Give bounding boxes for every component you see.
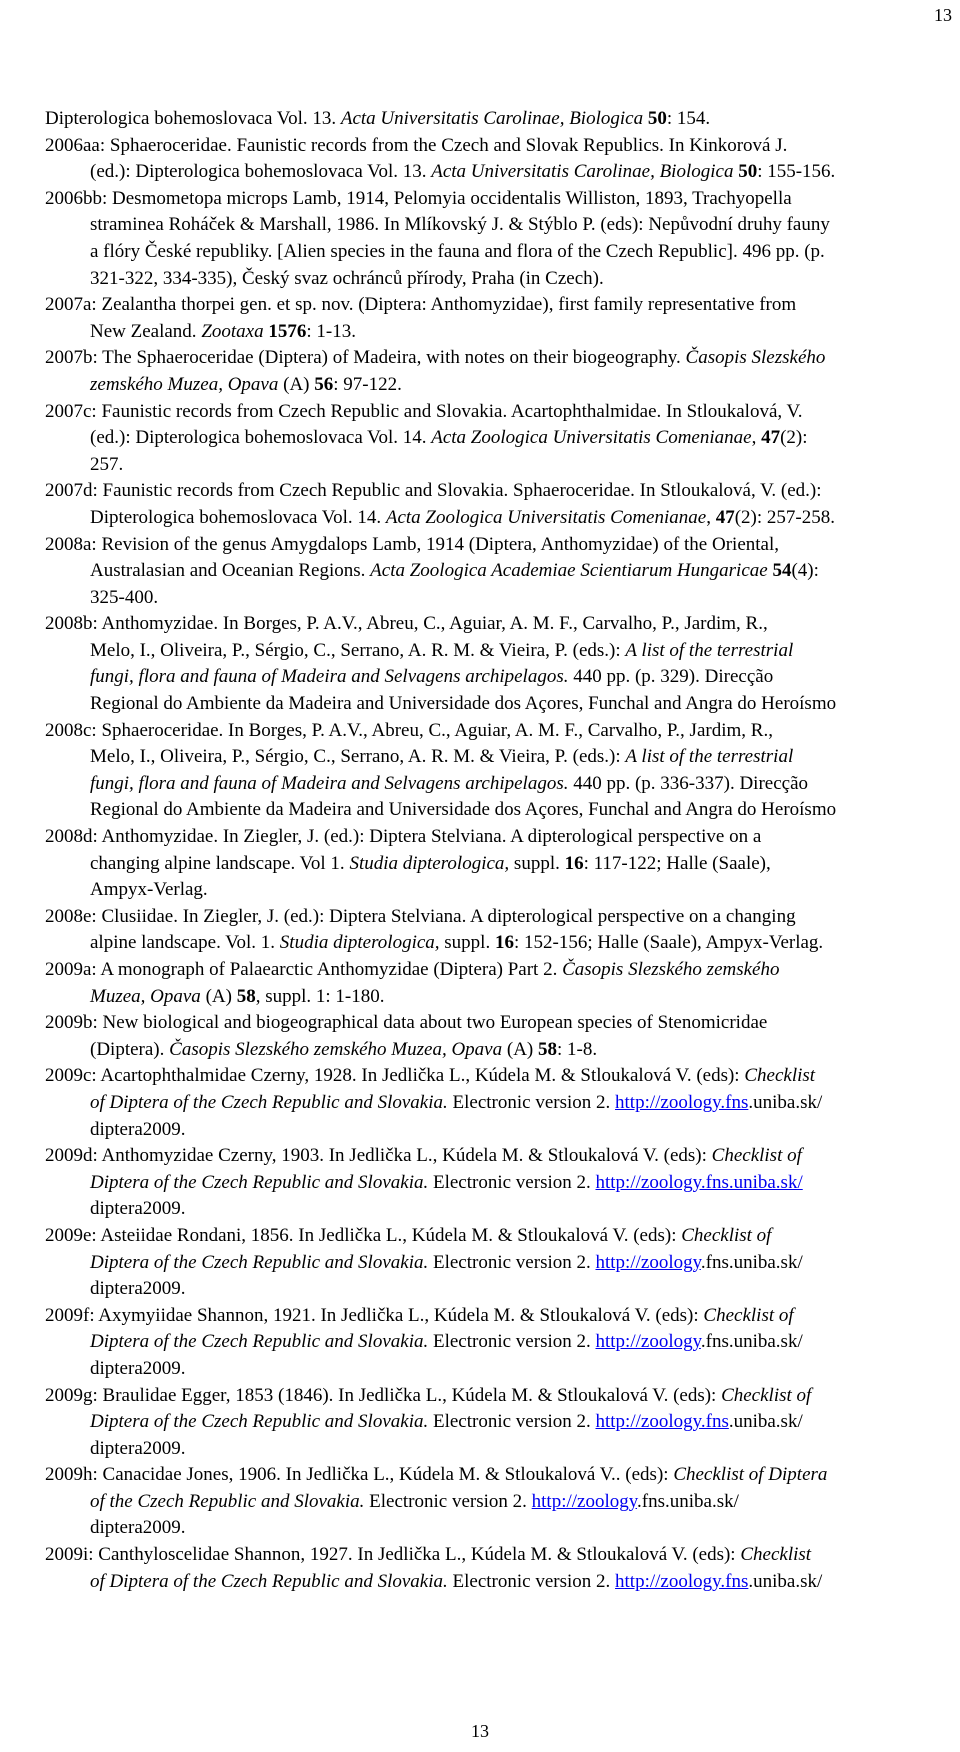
volume-number: 1576	[268, 320, 307, 342]
italic-text: Checklist of	[681, 1224, 772, 1246]
italic-text: Acta Universitatis Carolinae, Biologica	[431, 161, 734, 183]
reference-line: Melo, I., Oliveira, P., Sérgio, C., Serrano, A. R. M. & Vieira, P. (eds.): A list of the terrestrial	[90, 639, 794, 661]
reference-line: fungi, flora and fauna of Madeira and Selvagens archipelagos. 440 pp. (p. 336-337). Direcção	[90, 772, 809, 794]
url-link[interactable]: http://zoology.fns	[615, 1570, 749, 1592]
reference-entry	[45, 718, 960, 824]
reference-line: Diptera of the Czech Republic and Slovakia. Electronic version 2. http://zoology.fns.uniba.sk/	[90, 1411, 803, 1433]
reference-line: 2009b: New biological and biogeographical data about two European species of Stenomicridae	[45, 1012, 768, 1034]
italic-text: A list of the terrestrial	[625, 746, 794, 768]
italic-text: of Diptera of the Czech Republic and Slovakia.	[90, 1091, 448, 1113]
volume-number: 47	[761, 427, 781, 449]
reference-line: of the Czech Republic and Slovakia. Electronic version 2. http://zoology.fns.uniba.sk/	[90, 1490, 739, 1512]
reference-line: a flóry České republiky. [Alien species in the fauna and flora of the Czech Republic]. 496 pp. (p.	[90, 240, 825, 262]
reference-line: Diptera of the Czech Republic and Slovakia. Electronic version 2. http://zoology.fns.uniba.sk/	[90, 1171, 803, 1193]
italic-text: Checklist of	[721, 1384, 812, 1406]
reference-line: 257.	[90, 453, 124, 475]
reference-line: Diptera of the Czech Republic and Slovakia. Electronic version 2. http://zoology.fns.uniba.sk/	[90, 1331, 803, 1353]
reference-entry	[45, 611, 960, 717]
volume-number: 58	[538, 1038, 558, 1060]
reference-line: 2007b: The Sphaeroceridae (Diptera) of Madeira, with notes on their biogeography. Časopis Slezského	[45, 347, 826, 369]
reference-line: (Diptera). Časopis Slezského zemského Muzea, Opava (A) 58: 1-8.	[90, 1038, 598, 1060]
reference-line: alpine landscape. Vol. 1. Studia dipterologica, suppl. 16: 152-156; Halle (Saale), Ampyx-Verlag.	[90, 932, 824, 954]
italic-text: Zootaxa	[201, 320, 264, 342]
italic-text: of Diptera of the Czech Republic and Slovakia.	[90, 1570, 448, 1592]
italic-text: Checklist of Diptera	[673, 1464, 828, 1486]
reference-line: 2009h: Canacidae Jones, 1906. In Jedlička L., Kúdela M. & Stloukalová V.. (eds): Checklist of Diptera	[45, 1464, 828, 1486]
reference-line: Australasian and Oceanian Regions. Acta Zoologica Academiae Scientiarum Hungaricae 54(4):	[90, 560, 819, 582]
reference-entry	[45, 1542, 960, 1595]
italic-text: fungi, flora and fauna of Madeira and Selvagens archipelagos.	[90, 772, 569, 794]
reference-entry	[45, 532, 960, 612]
reference-entry	[45, 1143, 960, 1223]
reference-line: 2009g: Braulidae Egger, 1853 (1846). In Jedlička L., Kúdela M. & Stloukalová V. (eds): Checklist of	[45, 1384, 812, 1406]
italic-text: Diptera of the Czech Republic and Slovakia.	[90, 1331, 429, 1353]
italic-text: Časopis Slezského zemského	[562, 959, 780, 980]
reference-line: 2006bb: Desmometopa microps Lamb, 1914, Pelomyia occidentalis Williston, 1893, Trachyopella	[45, 187, 792, 209]
italic-text: Studia dipterologica,	[349, 852, 510, 874]
reference-line: Dipterologica bohemoslovaca Vol. 14. Acta Zoologica Universitatis Comenianae, 47(2): 257-258.	[90, 506, 835, 528]
volume-number: 16	[564, 852, 584, 874]
italic-text: Acta Zoologica Universitatis Comenianae	[385, 506, 707, 528]
reference-line: 2008e: Clusiidae. In Ziegler, J. (ed.): Diptera Stelviana. A dipterological perspective on a changing	[45, 905, 796, 927]
url-link[interactable]: http://zoology.fns.uniba.sk/	[595, 1171, 803, 1193]
reference-line: 325-400.	[90, 586, 159, 608]
reference-line: 2006aa: Sphaeroceridae. Faunistic records from the Czech and Slovak Republics. In Kinkorová J.	[45, 134, 788, 156]
reference-entry	[45, 345, 960, 398]
url-link[interactable]: http://zoology.fns	[595, 1411, 729, 1433]
url-link[interactable]: http://zoology	[531, 1490, 638, 1512]
reference-line: 2007d: Faunistic records from Czech Republic and Slovakia. Sphaeroceridae. In Stloukalová, V. (ed.):	[45, 480, 822, 502]
italic-text: fungi, flora and fauna of Madeira and Selvagens archipelagos.	[90, 666, 569, 688]
reference-line: Regional do Ambiente da Madeira and Universidade dos Açores, Funchal and Angra do Heroísmo	[90, 799, 837, 821]
reference-line: 2009d: Anthomyzidae Czerny, 1903. In Jedlička L., Kúdela M. & Stloukalová V. (eds): Checklist of	[45, 1145, 802, 1167]
volume-number: 50	[738, 161, 758, 183]
italic-text: Časopis Slezského	[685, 347, 826, 369]
reference-line: of Diptera of the Czech Republic and Slovakia. Electronic version 2. http://zoology.fns.uniba.sk/	[90, 1091, 823, 1113]
reference-line: fungi, flora and fauna of Madeira and Selvagens archipelagos. 440 pp. (p. 329). Direcção	[90, 666, 774, 688]
reference-line: 2009a: A monograph of Palaearctic Anthomyzidae (Diptera) Part 2. Časopis Slezského zemského	[45, 959, 780, 980]
volume-number: 58	[236, 985, 256, 1007]
reference-line: 2007c: Faunistic records from Czech Republic and Slovakia. Acartophthalmidae. In Stloukalová, V.	[45, 400, 803, 422]
reference-entry	[45, 186, 960, 292]
italic-text: Acta Universitatis Carolinae, Biologica	[340, 108, 644, 129]
reference-line: Melo, I., Oliveira, P., Sérgio, C., Serrano, A. R. M. & Vieira, P. (eds.): A list of the terrestrial	[90, 746, 794, 768]
url-link[interactable]: http://zoology	[595, 1251, 701, 1273]
volume-number: 56	[314, 373, 334, 395]
reference-line: 2008d: Anthomyzidae. In Ziegler, J. (ed.): Diptera Stelviana. A dipterological perspective on a	[45, 826, 762, 848]
italic-text: Diptera of the Czech Republic and Slovakia.	[90, 1171, 429, 1193]
reference-entry	[45, 292, 960, 345]
italic-text: Diptera of the Czech Republic and Slovakia.	[90, 1411, 429, 1433]
italic-text: of the Czech Republic and Slovakia.	[90, 1490, 365, 1512]
reference-line: 2009f: Axymyiidae Shannon, 1921. In Jedlička L., Kúdela M. & Stloukalová V. (eds): Checklist of	[45, 1304, 794, 1326]
reference-entry	[45, 1383, 960, 1463]
reference-list	[45, 106, 960, 1595]
italic-text: Studia dipterologica,	[279, 932, 440, 954]
reference-entry	[45, 1010, 960, 1063]
volume-number: 16	[494, 932, 514, 954]
reference-line: (ed.): Dipterologica bohemoslovaca Vol. 13. Acta Universitatis Carolinae, Biologica 50: 155-156.	[90, 161, 836, 183]
reference-line: Regional do Ambiente da Madeira and Universidade dos Açores, Funchal and Angra do Heroísmo	[90, 693, 837, 715]
reference-line: of Diptera of the Czech Republic and Slovakia. Electronic version 2. http://zoology.fns.uniba.sk/	[90, 1570, 823, 1592]
reference-line: 2008b: Anthomyzidae. In Borges, P. A.V., Abreu, C., Aguiar, A. M. F., Carvalho, P., Jardim, R.,	[45, 613, 768, 635]
italic-text: Muzea, Opava	[90, 985, 201, 1007]
reference-line: Diptera of the Czech Republic and Slovakia. Electronic version 2. http://zoology.fns.uniba.sk/	[90, 1251, 803, 1273]
reference-line: zemského Muzea, Opava (A) 56: 97-122.	[90, 373, 402, 395]
italic-text: Checklist of	[703, 1304, 794, 1326]
reference-line: changing alpine landscape. Vol 1. Studia dipterologica, suppl. 16: 117-122; Halle (Saale),	[90, 852, 771, 874]
reference-line: Dipterologica bohemoslovaca Vol. 13. Acta Universitatis Carolinae, Biologica 50: 154.	[45, 108, 711, 129]
reference-line: diptera2009.	[90, 1118, 186, 1140]
reference-line: 2008c: Sphaeroceridae. In Borges, P. A.V., Abreu, C., Aguiar, A. M. F., Carvalho, P., Jardim, R.,	[45, 719, 773, 741]
reference-entry	[45, 824, 960, 904]
reference-entry	[45, 957, 960, 1010]
reference-entry	[45, 106, 960, 133]
reference-line: (ed.): Dipterologica bohemoslovaca Vol. 14. Acta Zoologica Universitatis Comenianae, 47(2):	[90, 427, 808, 449]
reference-line: Muzea, Opava (A) 58, suppl. 1: 1-180.	[90, 985, 385, 1007]
volume-number: 54	[772, 560, 792, 582]
reference-line: Ampyx-Verlag.	[90, 879, 208, 901]
reference-entry	[45, 478, 960, 531]
reference-line: 2008a: Revision of the genus Amygdalops Lamb, 1914 (Diptera, Anthomyzidae) of the Oriental,	[45, 533, 779, 555]
reference-line: diptera2009.	[90, 1437, 186, 1459]
italic-text: Diptera of the Czech Republic and Slovakia.	[90, 1251, 429, 1273]
page-number-top: 13	[934, 5, 952, 25]
reference-line: 2009c: Acartophthalmidae Czerny, 1928. In Jedlička L., Kúdela M. & Stloukalová V. (eds): Checklist	[45, 1065, 816, 1087]
reference-line: diptera2009.	[90, 1517, 186, 1539]
italic-text: Checklist	[744, 1065, 816, 1087]
italic-text: zemského Muzea, Opava	[90, 373, 279, 395]
italic-text: Acta Zoologica Academiae Scientiarum Hungaricae	[370, 560, 768, 582]
reference-entry	[45, 904, 960, 957]
reference-entry	[45, 133, 960, 186]
reference-line: 2007a: Zealantha thorpei gen. et sp. nov. (Diptera: Anthomyzidae), first family representative from	[45, 294, 797, 316]
reference-line: 321-322, 334-335), Český svaz ochránců přírody, Praha (in Czech).	[90, 267, 604, 289]
reference-entry	[45, 1063, 960, 1143]
reference-line: diptera2009.	[90, 1278, 186, 1300]
page-number-bottom: 13	[471, 1721, 489, 1741]
volume-number: 47	[715, 506, 735, 528]
italic-text: Checklist of	[711, 1145, 802, 1167]
url-link[interactable]: http://zoology	[595, 1331, 701, 1353]
reference-line: diptera2009.	[90, 1198, 186, 1220]
reference-entry	[45, 1303, 960, 1383]
italic-text: Acta Zoologica Universitatis Comenianae	[431, 427, 752, 449]
url-link[interactable]: http://zoology.fns	[615, 1091, 749, 1113]
italic-text: Časopis Slezského zemského Muzea, Opava	[169, 1038, 503, 1060]
reference-line: 2009e: Asteiidae Rondani, 1856. In Jedlička L., Kúdela M. & Stloukalová V. (eds): Checklist of	[45, 1224, 772, 1246]
italic-text: Checklist	[740, 1544, 812, 1566]
reference-line: 2009i: Canthyloscelidae Shannon, 1927. In Jedlička L., Kúdela M. & Stloukalová V. (eds): Checklist	[45, 1544, 812, 1566]
reference-entry	[45, 1462, 960, 1542]
reference-line: straminea Roháček & Marshall, 1986. In Mlíkovský J. & Stýblo P. (eds): Nepůvodní druhy fauny	[90, 214, 830, 236]
reference-entry	[45, 1223, 960, 1303]
reference-line: diptera2009.	[90, 1357, 186, 1379]
italic-text: A list of the terrestrial	[625, 639, 794, 661]
reference-entry	[45, 399, 960, 479]
reference-line: New Zealand. Zootaxa 1576: 1-13.	[90, 320, 356, 342]
volume-number: 50	[647, 108, 667, 129]
